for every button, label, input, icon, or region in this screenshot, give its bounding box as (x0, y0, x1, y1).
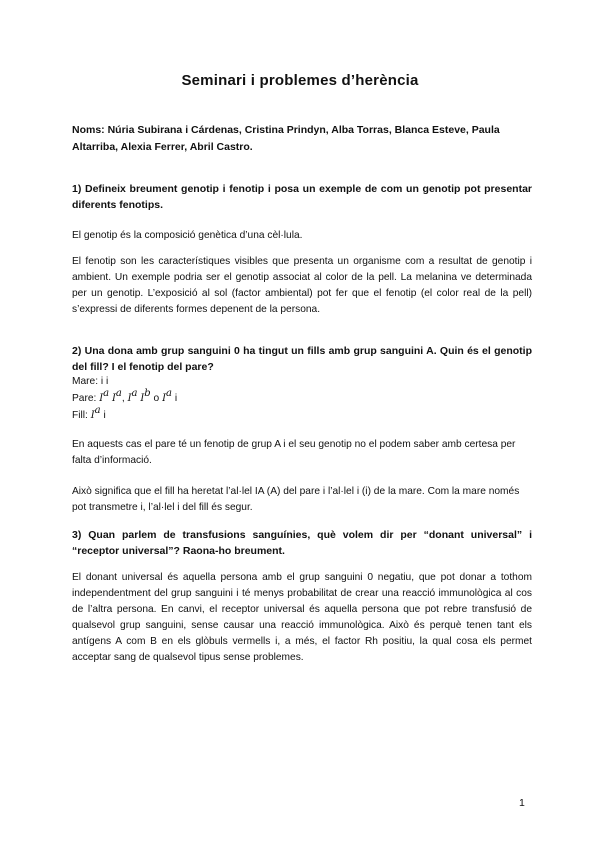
authors-line: Noms: Núria Subirana i Cárdenas, Cristina Prindyn, Alba Torras, Blanca Esteve, Paula Altarriba, Alexia Ferrer, Abril Castro. (72, 124, 500, 153)
answer-1-phenotype: El fenotip son les característiques visibles que presenta un organisme com a resultat de genotip i ambient. Un exemple podria ser el genotip associat al color de la pell. La melanina ve determinada per un genotip. L’exposició al sol (factor ambiental) pot fer que el fenotip (el color real de la pell) s’expressi de diferents formes depenent de la persona. (72, 256, 532, 315)
allele: I (162, 393, 167, 404)
child-genotype (72, 404, 106, 424)
mother-genotype: Mare: i i (72, 376, 109, 387)
allele-superscript: a (103, 387, 110, 399)
page-title: Seminari i problemes d’herència (181, 72, 419, 89)
separator: , (121, 393, 125, 404)
allele-superscript: a (94, 404, 101, 416)
question-1: 1) Defineix breument genotip i fenotip i posa un exemple de com un genotip pot presentar diferents fenotips. (72, 183, 532, 211)
question-2: 2) Una dona amb grup sanguini 0 ha tingut un fills amb grup sanguini A. Quin és el genotip del fill? I el fenotip del pare? (72, 345, 532, 373)
child-label: Fill: (72, 410, 88, 421)
answer-2-part-2: Això significa que el fill ha heretat l’al·lel IA (A) del pare i l’al·lel i (i) de la mare. Com la mare només pot transmetre i, l’al·lel i del fill és segur. (72, 486, 520, 513)
allele-superscript: a (166, 387, 172, 399)
answer-2-part-1: En aquests cas el pare té un fenotip de grup A i el seu genotip no el podem saber amb certesa per falta d’informació. (72, 439, 516, 466)
question-3: 3) Quan parlem de transfusions sanguínies, què volem dir per “donant universal” i “receptor universal”? Raona-ho breument. (72, 529, 532, 557)
allele-superscript: b (144, 387, 151, 399)
father-label: Pare: (72, 393, 97, 404)
recessive-allele: i (103, 410, 106, 421)
allele: I (90, 410, 95, 421)
allele-superscript: a (115, 387, 122, 399)
allele: I (140, 393, 145, 404)
recessive-allele: i (174, 393, 178, 404)
allele-superscript: a (131, 387, 138, 399)
allele: I (111, 393, 116, 404)
separator-or: o (153, 393, 160, 404)
answer-3: El donant universal és aquella persona amb el grup sanguini 0 negatiu, que pot donar a tothom independentment del grup sanguini i té menys probabilitat de crear una reacció immunològica al cos de l’altra persona. En canvi, el receptor universal és aquella persona que pot rebre transfusió de qualsevol grup sanguini, sense causar una reacció immunològica. Això és perquè tenen tant els antígens A com B en els glòbuls vermells i, a més, el factor Rh positiu, la qual cosa els permet acceptar sang de qualsevol tipus sense problemes. (72, 572, 532, 663)
answer-1-genotype: El genotip és la composició genètica d’una cèl·lula. (72, 230, 303, 241)
father-genotype (72, 387, 178, 407)
allele: I (127, 393, 132, 404)
allele: I (99, 393, 104, 404)
page-number: 1 (519, 797, 525, 809)
